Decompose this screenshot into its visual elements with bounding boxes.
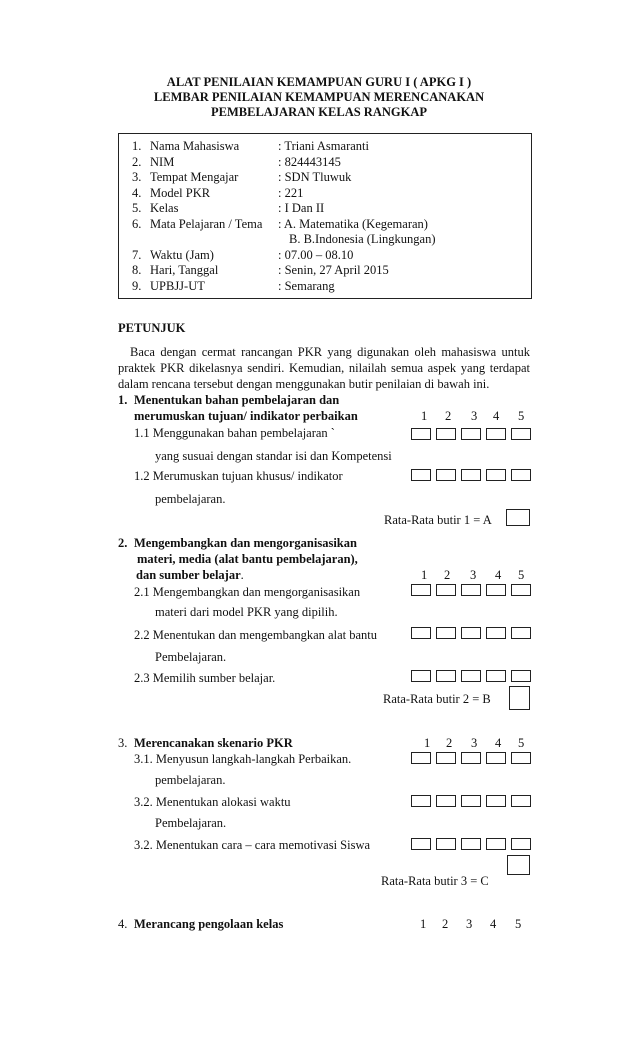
average-3-box[interactable] (507, 855, 530, 875)
identity-value: : 824443145 (278, 154, 341, 169)
rating-box-5[interactable] (511, 428, 531, 440)
item-2-1: 2.1 Mengembangkan dan mengorganisasikan (134, 585, 361, 599)
identity-number: 9. (132, 278, 142, 293)
rating-box-2[interactable] (436, 469, 456, 481)
doc-title-line-3: PEMBELAJARAN KELAS RANGKAP (211, 105, 427, 119)
rating-box-4[interactable] (486, 670, 506, 682)
rating-box-4[interactable] (486, 795, 506, 807)
rating-box-2[interactable] (436, 428, 456, 440)
section-3-number: 3. (118, 736, 128, 750)
rating-box-3[interactable] (461, 584, 481, 596)
rating-box-3[interactable] (461, 428, 481, 440)
identity-number: 4. (132, 185, 142, 200)
section-2-number: 2. (118, 536, 128, 550)
rating-box-1[interactable] (411, 752, 431, 764)
identity-label: Kelas (150, 201, 179, 216)
petunjuk-line-1: Baca dengan cermat rancangan PKR yang digunakan oleh mahasiswa untuk (130, 345, 530, 359)
average-1-box[interactable] (506, 509, 530, 526)
item-3-1-cont: pembelajaran. (155, 773, 226, 787)
scale-label-4: 4 (495, 736, 502, 750)
rating-box-1[interactable] (411, 469, 431, 481)
section-2-title-cont: materi, media (alat bantu pembelajaran), (137, 552, 358, 566)
identity-label: Tempat Mengajar (150, 170, 239, 185)
identity-number: 3. (132, 170, 142, 185)
section-2-title-period: . (240, 568, 244, 582)
doc-title-line-1: ALAT PENILAIAN KEMAMPUAN GURU I ( APKG I ) (166, 75, 472, 89)
petunjuk-line-2: praktek PKR dikelasnya sendiri. Kemudian, nilailah semua aspek yang terdapat (118, 361, 530, 375)
section-4-number: 4. (118, 917, 128, 931)
section-1-title-cont: merumuskan tujuan/ indikator perbaikan (134, 409, 358, 423)
section-1-number: 1. (118, 393, 128, 407)
rating-box-2[interactable] (436, 838, 456, 850)
rating-box-4[interactable] (486, 584, 506, 596)
scale-label-2: 2 (446, 736, 453, 750)
doc-title-line-2: LEMBAR PENILAIAN KEMAMPUAN MERENCANAKAN (153, 90, 485, 104)
rating-box-1[interactable] (411, 670, 431, 682)
rating-box-4[interactable] (486, 752, 506, 764)
rating-box-5[interactable] (511, 627, 531, 639)
rating-box-3[interactable] (461, 670, 481, 682)
identity-value: : Triani Asmaranti (278, 139, 369, 153)
rating-box-3[interactable] (461, 838, 481, 850)
rating-box-1[interactable] (411, 428, 431, 440)
rating-box-2[interactable] (436, 584, 456, 596)
scale-label-1: 1 (424, 736, 431, 750)
identity-label: Model PKR (150, 185, 211, 200)
scale-label-5: 5 (518, 568, 525, 582)
rating-box-2[interactable] (436, 795, 456, 807)
petunjuk-line-3: dalam rencana tersebut dengan menggunakan butir penilaian di bawah ini. (118, 377, 490, 391)
item-2-2: 2.2 Menentukan dan mengembangkan alat bantu (134, 628, 377, 642)
petunjuk-heading: PETUNJUK (118, 321, 186, 335)
item-3-1: 3.1. Menyusun langkah-langkah Perbaikan. (134, 752, 352, 766)
average-2: Rata-Rata butir 2 = B (383, 692, 491, 706)
item-1-2-cont: pembelajaran. (155, 492, 226, 506)
rating-box-1[interactable] (411, 795, 431, 807)
scale-label-4: 4 (495, 568, 502, 582)
rating-box-5[interactable] (511, 838, 531, 850)
section-2-title-end: dan sumber belajar (136, 568, 241, 582)
scale-label-3: 3 (471, 736, 478, 750)
rating-box-5[interactable] (511, 795, 531, 807)
section-2-title: Mengembangkan dan mengorganisasikan (134, 536, 357, 550)
rating-box-4[interactable] (486, 428, 506, 440)
scale-label-3: 3 (471, 409, 478, 423)
item-1-1: 1.1 Menggunakan bahan pembelajaran ` (134, 426, 335, 440)
identity-value: : Semarang (278, 278, 335, 293)
rating-box-3[interactable] (461, 795, 481, 807)
item-3-2: 3.2. Menentukan alokasi waktu (134, 795, 291, 809)
scale-label-1: 1 (421, 409, 428, 423)
item-1-1-cont: yang susuai dengan standar isi dan Kompetensi (155, 449, 392, 463)
identity-number: 5. (132, 201, 142, 216)
scale-label-3: 3 (466, 917, 473, 931)
identity-value: : I Dan II (278, 201, 325, 216)
item-2-2-cont: Pembelajaran. (155, 650, 227, 664)
item-1-2: 1.2 Merumuskan tujuan khusus/ indikator (134, 469, 343, 483)
scale-label-2: 2 (444, 568, 451, 582)
rating-box-2[interactable] (436, 752, 456, 764)
scale-label-3: 3 (470, 568, 477, 582)
rating-box-3[interactable] (461, 752, 481, 764)
identity-number: 7. (132, 247, 142, 262)
rating-box-4[interactable] (486, 469, 506, 481)
identity-label: NIM (150, 154, 175, 169)
identity-value: : SDN Tluwuk (278, 170, 352, 185)
identity-number: 1. (132, 139, 142, 153)
section-3-title: Merencanakan skenario PKR (134, 736, 293, 750)
scale-label-1: 1 (420, 917, 427, 931)
scale-label-4: 4 (490, 917, 497, 931)
item-2-1-cont: materi dari model PKR yang dipilih. (155, 605, 338, 619)
identity-value: : A. Matematika (Kegemaran) (278, 217, 428, 231)
rating-box-4[interactable] (486, 627, 506, 639)
identity-value: : Senin, 27 April 2015 (278, 263, 389, 278)
scale-label-5: 5 (518, 736, 525, 750)
average-2-box[interactable] (509, 686, 530, 710)
scale-label-4: 4 (493, 409, 500, 423)
scale-label-5: 5 (515, 917, 522, 931)
scale-label-2: 2 (442, 917, 449, 931)
item-2-3: 2.3 Memilih sumber belajar. (134, 671, 276, 685)
identity-label: Hari, Tanggal (150, 263, 219, 278)
identity-value: : 221 (278, 185, 304, 200)
identity-number: 6. (132, 217, 142, 231)
scale-label-1: 1 (421, 568, 428, 582)
rating-box-5[interactable] (511, 584, 531, 596)
item-3-3: 3.2. Menentukan cara – cara memotivasi Siswa (134, 838, 371, 852)
rating-box-2[interactable] (436, 627, 456, 639)
identity-label: Waktu (Jam) (150, 247, 214, 262)
average-3: Rata-Rata butir 3 = C (381, 874, 489, 888)
scale-label-5: 5 (518, 409, 525, 423)
identity-number: 2. (132, 154, 142, 169)
identity-value: : 07.00 – 08.10 (278, 247, 354, 262)
rating-box-3[interactable] (461, 469, 481, 481)
identity-label: UPBJJ-UT (150, 278, 205, 293)
rating-box-5[interactable] (511, 469, 531, 481)
item-3-2-cont: Pembelajaran. (155, 816, 227, 830)
scale-label-2: 2 (445, 409, 452, 423)
rating-box-4[interactable] (486, 838, 506, 850)
rating-box-3[interactable] (461, 627, 481, 639)
section-4-title: Merancang pengolaan kelas (134, 917, 284, 931)
rating-box-1[interactable] (411, 627, 431, 639)
average-1: Rata-Rata butir 1 = A (384, 513, 492, 527)
section-1-title: Menentukan bahan pembelajaran dan (134, 393, 340, 407)
identity-label: Mata Pelajaran / Tema (150, 217, 263, 231)
identity-number: 8. (132, 263, 142, 278)
rating-box-5[interactable] (511, 752, 531, 764)
identity-value-cont: B. B.Indonesia (Lingkungan) (289, 232, 436, 246)
rating-box-5[interactable] (511, 670, 531, 682)
rating-box-2[interactable] (436, 670, 456, 682)
identity-label: Nama Mahasiswa (150, 139, 240, 153)
rating-box-1[interactable] (411, 584, 431, 596)
rating-box-1[interactable] (411, 838, 431, 850)
